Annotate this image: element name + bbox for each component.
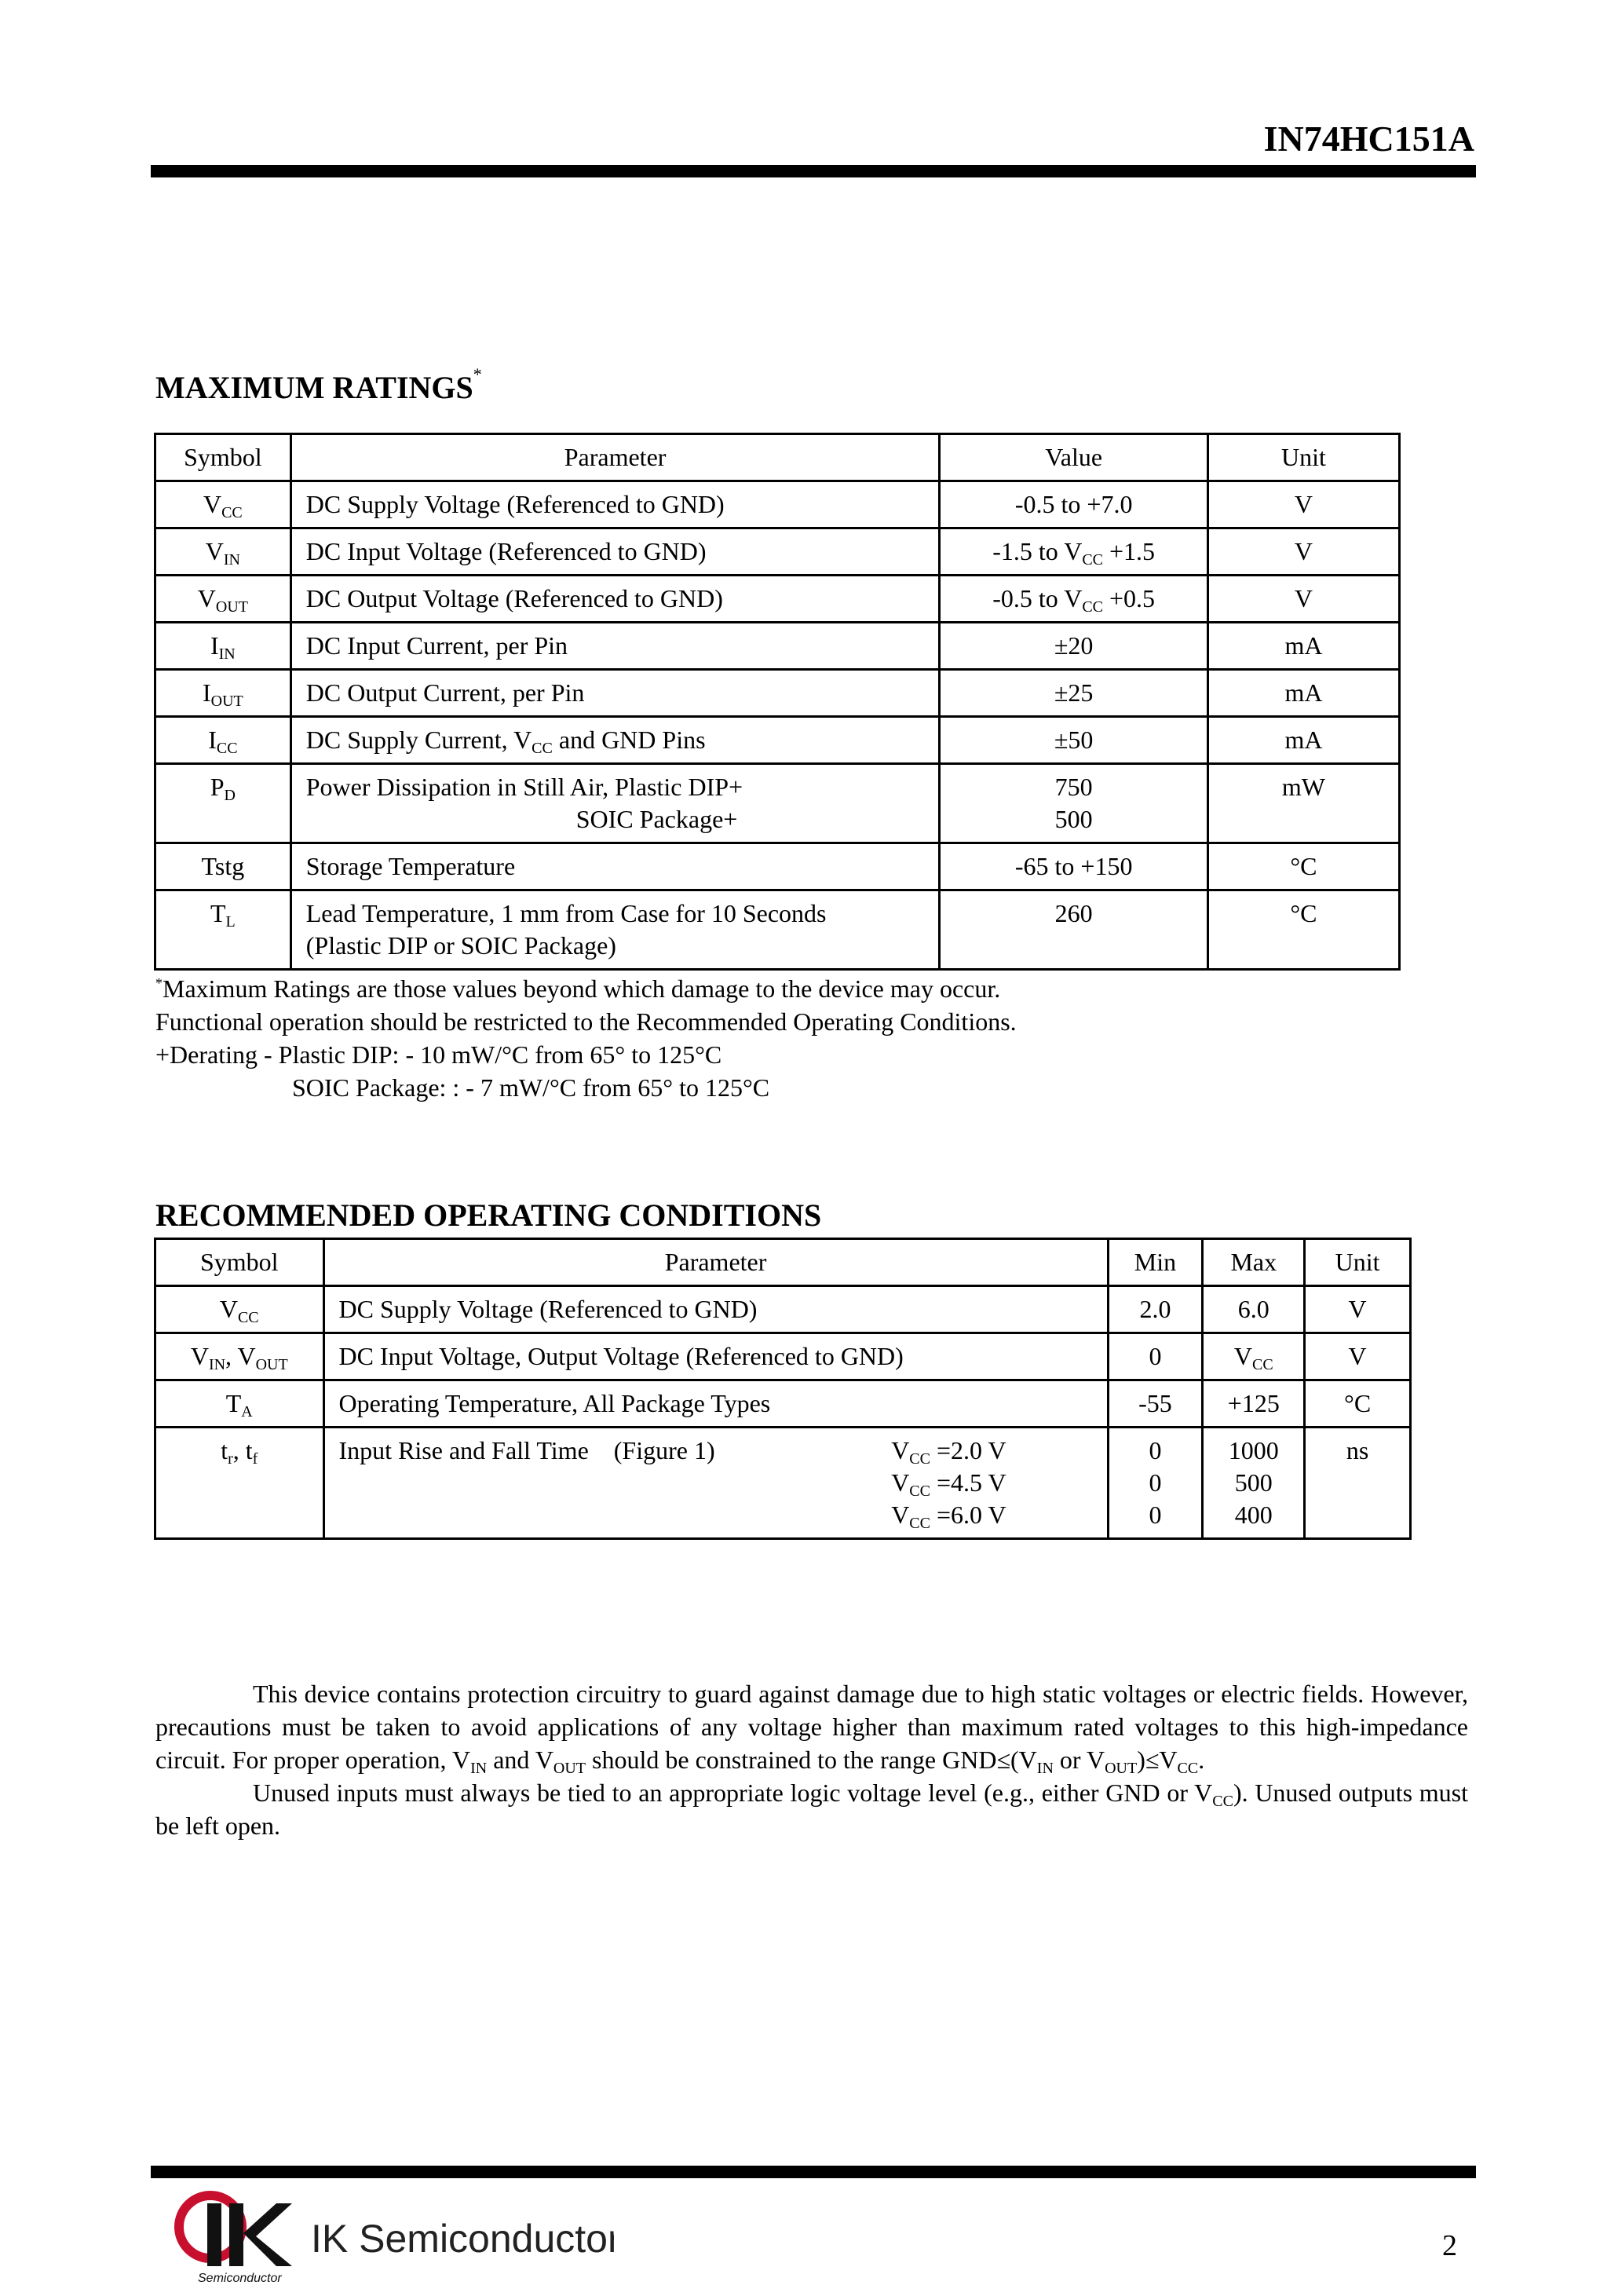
symbol-cell: $t_r$, $t_f$ — [155, 1428, 324, 1539]
parameter-cell: DC Supply Voltage (Referenced to GND) — [290, 481, 940, 528]
unit-cell: °C — [1207, 843, 1399, 890]
unit-cell: °C — [1207, 890, 1399, 970]
parameter-line: Power Dissipation in Still Air, Plastic DIP+ — [305, 773, 743, 801]
symbol-cell: $V_{IN}$, $V_{OUT}$ — [155, 1333, 324, 1380]
max-value: 500 — [1234, 1468, 1273, 1497]
unit-cell: mA — [1207, 717, 1399, 764]
symbol-cell: $V_{CC}$ — [155, 1286, 324, 1333]
col-header: Max — [1203, 1239, 1305, 1286]
parameter-cell: Storage Temperature — [290, 843, 940, 890]
unit-cell: mA — [1207, 670, 1399, 717]
condition-list — [891, 1435, 1092, 1531]
parameter-line: SOIC Package+ — [575, 805, 738, 833]
max-ratings-notes — [155, 972, 1017, 1104]
parameter-cell: DC Input Voltage, Output Voltage (Referenced to GND) — [323, 1333, 1108, 1380]
table-row — [155, 481, 1400, 528]
min-value: 0 — [1149, 1501, 1162, 1529]
table-row — [155, 843, 1400, 890]
note-line: Functional operation should be restricted to the Recommended Operating Conditions. — [155, 1007, 1017, 1036]
col-header: Min — [1108, 1239, 1203, 1286]
min-cell: 2.0 — [1108, 1286, 1203, 1333]
logo-subtext: Semiconductor — [198, 2272, 282, 2285]
unit-cell: ns — [1305, 1428, 1411, 1539]
condition-line: $V_{CC} =4.5$ V — [891, 1468, 1006, 1500]
header-rule — [151, 165, 1476, 177]
value-cell: -65 to +150 — [940, 843, 1208, 890]
value-cell: -0.5 to +7.0 — [940, 481, 1208, 528]
logo-text: IK Semiconductor — [311, 2217, 614, 2261]
parameter-cell — [290, 764, 940, 843]
parameter-cell: Operating Temperature, All Package Types — [323, 1380, 1108, 1428]
roc-table — [154, 1238, 1412, 1540]
table-row — [155, 670, 1400, 717]
min-cell — [1108, 1428, 1203, 1539]
symbol-cell: $I_{OUT}$ — [155, 670, 291, 717]
unit-cell: mW — [1207, 764, 1399, 843]
unit-cell: V — [1305, 1286, 1411, 1333]
symbol-cell: $P_D$ — [155, 764, 291, 843]
table-header-row — [155, 1239, 1411, 1286]
ik-semiconductor-logo — [174, 2188, 614, 2287]
parameter-cell: DC Output Current, per Pin — [290, 670, 940, 717]
table-row — [155, 1333, 1411, 1380]
protection-paragraph — [155, 1677, 1468, 1842]
table-row — [155, 1286, 1411, 1333]
symbol-cell: Tstg — [155, 843, 291, 890]
symbol-cell: $I_{CC}$ — [155, 717, 291, 764]
note-line: *Maximum Ratings are those values beyond which damage to the device may occur. — [155, 974, 1001, 1003]
max-value: 1000 — [1228, 1436, 1279, 1464]
col-header: Symbol — [155, 1239, 324, 1286]
table-row — [155, 1380, 1411, 1428]
value-cell: -0.5 to $V_{CC} +0.5$ — [940, 576, 1208, 623]
symbol-cell: $V_{IN}$ — [155, 528, 291, 576]
unit-cell: V — [1207, 576, 1399, 623]
min-cell: 0 — [1108, 1333, 1203, 1380]
value-line: 750 — [1054, 773, 1093, 801]
note-line: SOIC Package: : - 7 mW/°C from 65° to 125°C — [292, 1073, 770, 1102]
min-value: 0 — [1149, 1468, 1162, 1497]
unit-cell: mA — [1207, 623, 1399, 670]
logo-mark-icon — [174, 2188, 614, 2287]
col-header: Unit — [1207, 434, 1399, 481]
roc-heading: RECOMMENDED OPERATING CONDITIONS — [155, 1197, 822, 1233]
unit-cell: V — [1207, 528, 1399, 576]
unit-cell: V — [1305, 1333, 1411, 1380]
table-header-row — [155, 434, 1400, 481]
symbol-cell: $I_{IN}$ — [155, 623, 291, 670]
condition-line: $V_{CC} =6.0$ V — [891, 1501, 1006, 1532]
col-header: Parameter — [290, 434, 940, 481]
symbol-cell: $T_L$ — [155, 890, 291, 970]
value-cell: ±25 — [940, 670, 1208, 717]
value-line: 500 — [1054, 805, 1093, 833]
document-title: IN74HC151A — [1263, 119, 1474, 159]
min-value: 0 — [1149, 1436, 1162, 1464]
max-cell: $V_{CC}$ — [1203, 1333, 1305, 1380]
table-row — [155, 623, 1400, 670]
symbol-cell: $T_A$ — [155, 1380, 324, 1428]
table-row — [155, 1428, 1411, 1539]
symbol-cell: $V_{CC}$ — [155, 481, 291, 528]
parameter-cell — [323, 1428, 1108, 1539]
paragraph-text: Unused inputs must always be tied to an appropriate logic voltage level (e.g., either GND or $V_{CC}$). Unused outputs must be left open. — [155, 1779, 1469, 1840]
max-ratings-heading: MAXIMUM RATINGS* — [155, 364, 482, 405]
max-cell: 6.0 — [1203, 1286, 1305, 1333]
col-header: Unit — [1305, 1239, 1411, 1286]
max-cell: +125 — [1203, 1380, 1305, 1428]
note-line: +Derating - Plastic DIP: - 10 mW/°C from 65° to 125°C — [155, 1040, 722, 1069]
parameter-text: Input Rise and Fall Time (Figure 1) — [338, 1436, 715, 1464]
max-ratings-table — [154, 433, 1401, 971]
value-cell: ±20 — [940, 623, 1208, 670]
symbol-cell: $V_{OUT}$ — [155, 576, 291, 623]
footer-rule — [151, 2166, 1476, 2178]
table-row — [155, 528, 1400, 576]
table-row — [155, 576, 1400, 623]
page-number: 2 — [1442, 2229, 1457, 2262]
value-cell: ±50 — [940, 717, 1208, 764]
table-row — [155, 717, 1400, 764]
condition-line: $V_{CC} =2.0$ V — [891, 1436, 1006, 1468]
col-header: Symbol — [155, 434, 291, 481]
paragraph-text: This device contains protection circuitry to guard against damage due to high static voltages or electric fields. However, precautions must be taken to avoid applications of any voltage higher than maximum rated voltages to this high-impedance circuit. For proper operation, $V_{IN}$ and $V_{OUT}$ should be constrained to the range $GND\le(V_{IN}$ or $V_{OUT})\le V_{CC}$. — [155, 1680, 1468, 1777]
parameter-cell: DC Supply Voltage (Referenced to GND) — [323, 1286, 1108, 1333]
max-value: 400 — [1234, 1501, 1273, 1529]
col-header: Value — [940, 434, 1208, 481]
unit-cell: V — [1207, 481, 1399, 528]
parameter-line: Lead Temperature, 1 mm from Case for 10 Seconds — [305, 899, 827, 927]
min-cell: -55 — [1108, 1380, 1203, 1428]
parameter-cell: DC Output Voltage (Referenced to GND) — [290, 576, 940, 623]
unit-cell: °C — [1305, 1380, 1411, 1428]
value-cell: -1.5 to $V_{CC} +1.5$ — [940, 528, 1208, 576]
parameter-line: (Plastic DIP or SOIC Package) — [305, 931, 616, 960]
parameter-cell — [290, 890, 940, 970]
col-header: Parameter — [323, 1239, 1108, 1286]
parameter-cell: DC Input Voltage (Referenced to GND) — [290, 528, 940, 576]
parameter-cell: DC Input Current, per Pin — [290, 623, 940, 670]
value-cell — [940, 764, 1208, 843]
value-cell: 260 — [940, 890, 1208, 970]
parameter-cell: DC Supply Current, $V_{CC}$ and GND Pins — [290, 717, 940, 764]
max-cell — [1203, 1428, 1305, 1539]
table-row — [155, 764, 1400, 843]
table-row — [155, 890, 1400, 970]
